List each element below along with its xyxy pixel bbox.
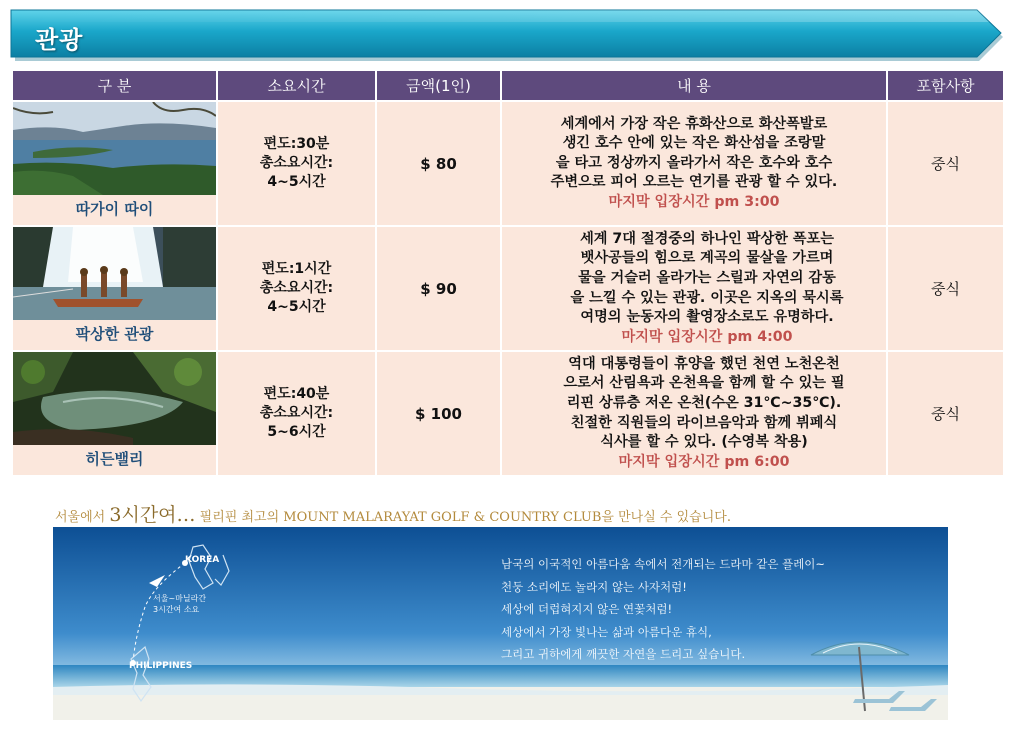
tour-name-cell <box>12 226 217 351</box>
tour-name: 따가이 따이 <box>75 200 154 218</box>
price-cell: $ 100 <box>376 351 501 476</box>
content-line: 친절한 직원들의 라이브음악과 함께 뷔페식 <box>570 414 838 431</box>
section-banner <box>9 8 1005 63</box>
ad-line: 세상에서 가장 빛나는 삶과 아름다운 휴식, <box>501 624 712 639</box>
column-header-included: 포함사항 <box>887 70 1004 101</box>
last-entry-time: 마지막 입장시간 pm 3:00 <box>608 193 780 210</box>
column-header-price: 금액(1인) <box>376 70 501 101</box>
duration-total-label: 총소요시간: <box>259 280 334 296</box>
duration-cell <box>217 226 376 351</box>
duration-one-way: 편도:30분 <box>263 136 330 152</box>
table-row <box>12 101 1004 226</box>
duration-total: 5~6시간 <box>267 424 326 440</box>
map-label-philippines: PHILIPPINES <box>129 661 193 671</box>
column-header-duration: 소요시간 <box>217 70 376 101</box>
price-cell: $ 90 <box>376 226 501 351</box>
duration-one-way: 편도:1시간 <box>261 261 332 277</box>
duration-cell <box>217 101 376 226</box>
tour-photo-lake <box>13 102 216 195</box>
map-label-route-1: 서울~마닐라간 <box>153 594 207 603</box>
content-line: 세계 7대 절경중의 하나인 팍상한 폭포는 <box>580 230 834 247</box>
table-row <box>12 226 1004 351</box>
map-label-korea: KOREA <box>185 555 220 565</box>
included-cell: 중식 <box>887 226 1004 351</box>
tour-photo-hotspring <box>13 352 216 445</box>
duration-one-way: 편도:40분 <box>263 386 330 402</box>
content-line: 을 느낄 수 있는 관광. 이곳은 지옥의 묵시록 <box>570 289 844 306</box>
included-cell: 중식 <box>887 351 1004 476</box>
content-line: 생긴 호수 안에 있는 작은 화산섬을 조랑말 <box>562 135 826 152</box>
tagline-rest: 필리핀 최고의 MOUNT MALARAYAT GOLF & COUNTRY CLUB을 만나실 수 있습니다. <box>195 510 731 525</box>
duration-total: 4~5시간 <box>267 299 326 315</box>
ad-copy <box>501 553 825 666</box>
last-entry-time: 마지막 입장시간 pm 4:00 <box>621 328 793 345</box>
tour-name-cell <box>12 101 217 226</box>
table-row <box>12 351 1004 476</box>
content-line: 세계에서 가장 작은 휴화산으로 화산폭발로 <box>560 115 828 132</box>
content-line: 여명의 눈동자의 촬영장소로도 유명하다. <box>580 309 834 326</box>
content-line: 을 타고 정상까지 올라가서 작은 호수와 호수 <box>555 154 833 171</box>
tour-photo-waterfall <box>13 227 216 320</box>
last-entry-time: 마지막 입장시간 pm 6:00 <box>618 453 790 470</box>
duration-total: 4~5시간 <box>267 174 326 190</box>
tour-name: 히든밸리 <box>85 450 144 468</box>
content-cell <box>501 351 887 476</box>
banner-arrow-shape <box>9 8 1005 63</box>
price-cell: $ 80 <box>376 101 501 226</box>
content-cell <box>501 101 887 226</box>
content-line: 역대 대통령들이 휴양을 했던 천연 노천온천 <box>568 355 840 372</box>
page-title: 관광 <box>35 26 84 54</box>
content-line: 주변으로 피어 오르는 연기를 관광 할 수 있다. <box>550 174 838 191</box>
tagline-highlight: 3시간여… <box>109 504 196 526</box>
tagline-prefix: 서울에서 <box>55 510 110 525</box>
content-line: 뱃사공들의 힘으로 계곡의 물살을 가르며 <box>580 250 834 267</box>
content-line: 리핀 상류층 저온 온천(수온 31℃~35℃). <box>566 394 842 411</box>
ad-line: 천둥 소리에도 놀라지 않는 사자처럼! <box>501 579 687 594</box>
duration-total-label: 총소요시간: <box>259 155 334 171</box>
included-cell: 중식 <box>887 101 1004 226</box>
ad-line: 그리고 귀하에게 깨끗한 자연을 드리고 싶습니다. <box>501 647 746 661</box>
content-line: 식사를 할 수 있다. (수영복 착용) <box>600 434 808 451</box>
content-cell <box>501 226 887 351</box>
golf-tagline <box>55 500 731 527</box>
tour-name: 팍상한 관광 <box>75 325 154 343</box>
tour-name-cell <box>12 351 217 476</box>
duration-cell <box>217 351 376 476</box>
ad-line: 남국의 이국적인 아름다움 속에서 전개되는 드라마 같은 플레이~ <box>501 557 826 571</box>
content-line: 물을 거슬러 올라가는 스릴과 자연의 감동 <box>578 269 836 286</box>
column-header-content: 내 용 <box>501 70 887 101</box>
golf-ad-banner <box>53 527 948 720</box>
tour-table <box>11 69 1005 477</box>
content-line: 으로서 산림욕과 온천욕을 함께 할 수 있는 필 <box>563 375 845 392</box>
column-header-category: 구 분 <box>12 70 217 101</box>
duration-total-label: 총소요시간: <box>259 405 334 421</box>
map-label-route-2: 3시간여 소요 <box>153 605 200 614</box>
ad-line: 세상에 더럽혀지지 않은 연꽃처럼! <box>501 602 673 616</box>
table-header-row <box>12 70 1004 101</box>
